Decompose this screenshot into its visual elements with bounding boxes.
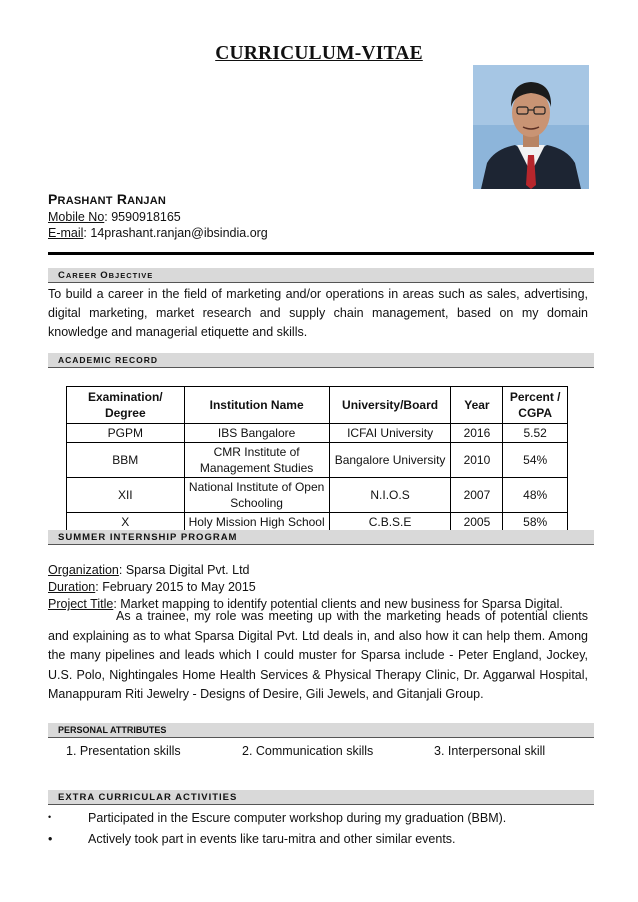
section-career-objective: CAREER OBJECTIVE: [48, 268, 594, 283]
table-row: PGPM IBS Bangalore ICFAI University 2016 5.52: [67, 424, 568, 443]
internship-project-title: Project Title: Market mapping to identify potential clients and new business for Sparsa Digital.: [48, 597, 563, 611]
col-header-year: Year: [451, 387, 503, 424]
mobile-label: Mobile No: [48, 210, 105, 224]
col-header-percent: Percent / CGPA: [503, 387, 568, 424]
profile-photo: [473, 65, 589, 189]
section-internship: SUMMER INTERNSHIP PROGRAM: [48, 530, 594, 545]
table-row: X Holy Mission High School C.B.S.E 2005 58%: [67, 513, 568, 532]
mobile-value: : 9590918165: [104, 210, 181, 224]
attribute-item: 2. Communication skills: [242, 744, 374, 758]
list-item: Actively took part in events like taru-mitra and other similar events.: [88, 832, 456, 846]
internship-duration: Duration: February 2015 to May 2015: [48, 580, 256, 594]
internship-description: As a trainee, my role was meeting up with the marketing heads of potential clients and explaining as to what Sparsa Digital Pvt. Ltd deals in, and also how it can help them. Among the many pipelines and leads which I could muster for Sparsa include - Peter England, Jockey, U.S. Polo, Nightingales Home Health Services & Physical Therapy Clinic, Dr. Aggarwal Hospital, Manappuram Riti Jewelry - Designs of Desire, Gili Jewels, and Gitanjali Group.: [48, 609, 588, 701]
section-academic-record: ACADEMIC RECORD: [48, 353, 594, 368]
person-portrait-icon: [473, 65, 589, 189]
bullet-icon: •: [48, 832, 53, 846]
career-objective-text: To build a career in the field of marketing and/or operations in areas such as sales, advertising, digital marketing, market research and supply chain management, based on my domain knowledge and managerial etiquette and skills.: [48, 287, 588, 339]
academic-table: [66, 386, 568, 532]
mobile-line: [48, 210, 181, 224]
internship-organization: Organization: Sparsa Digital Pvt. Ltd: [48, 563, 250, 577]
col-header-university: University/Board: [329, 387, 451, 424]
header-divider: [48, 252, 594, 255]
candidate-name: PRASHANT RANJAN: [48, 191, 167, 207]
attribute-item: 1. Presentation skills: [66, 744, 181, 758]
page-title: CURRICULUM-VITAE: [215, 43, 423, 64]
email-label: E-mail: [48, 226, 84, 240]
col-header-degree: Examination/ Degree: [67, 387, 185, 424]
email-value[interactable]: : 14prashant.ranjan@ibsindia.org: [83, 226, 268, 240]
attribute-item: 3. Interpersonal skill: [434, 744, 546, 758]
table-row: BBM CMR Institute of Management Studies Bangalore University 2010 54%: [67, 443, 568, 478]
table-row: XII National Institute of Open Schooling N.I.O.S 2007 48%: [67, 478, 568, 513]
section-extra-curricular: EXTRA CURRICULAR ACTIVITIES: [48, 790, 594, 805]
list-item: Participated in the Escure computer workshop during my graduation (BBM).: [88, 811, 507, 825]
section-personal-attributes: PERSONAL ATTRIBUTES: [48, 723, 594, 738]
col-header-institution: Institution Name: [184, 387, 329, 424]
email-line: [48, 226, 268, 240]
bullet-icon: •: [48, 812, 52, 822]
table-header-row: [67, 387, 568, 424]
